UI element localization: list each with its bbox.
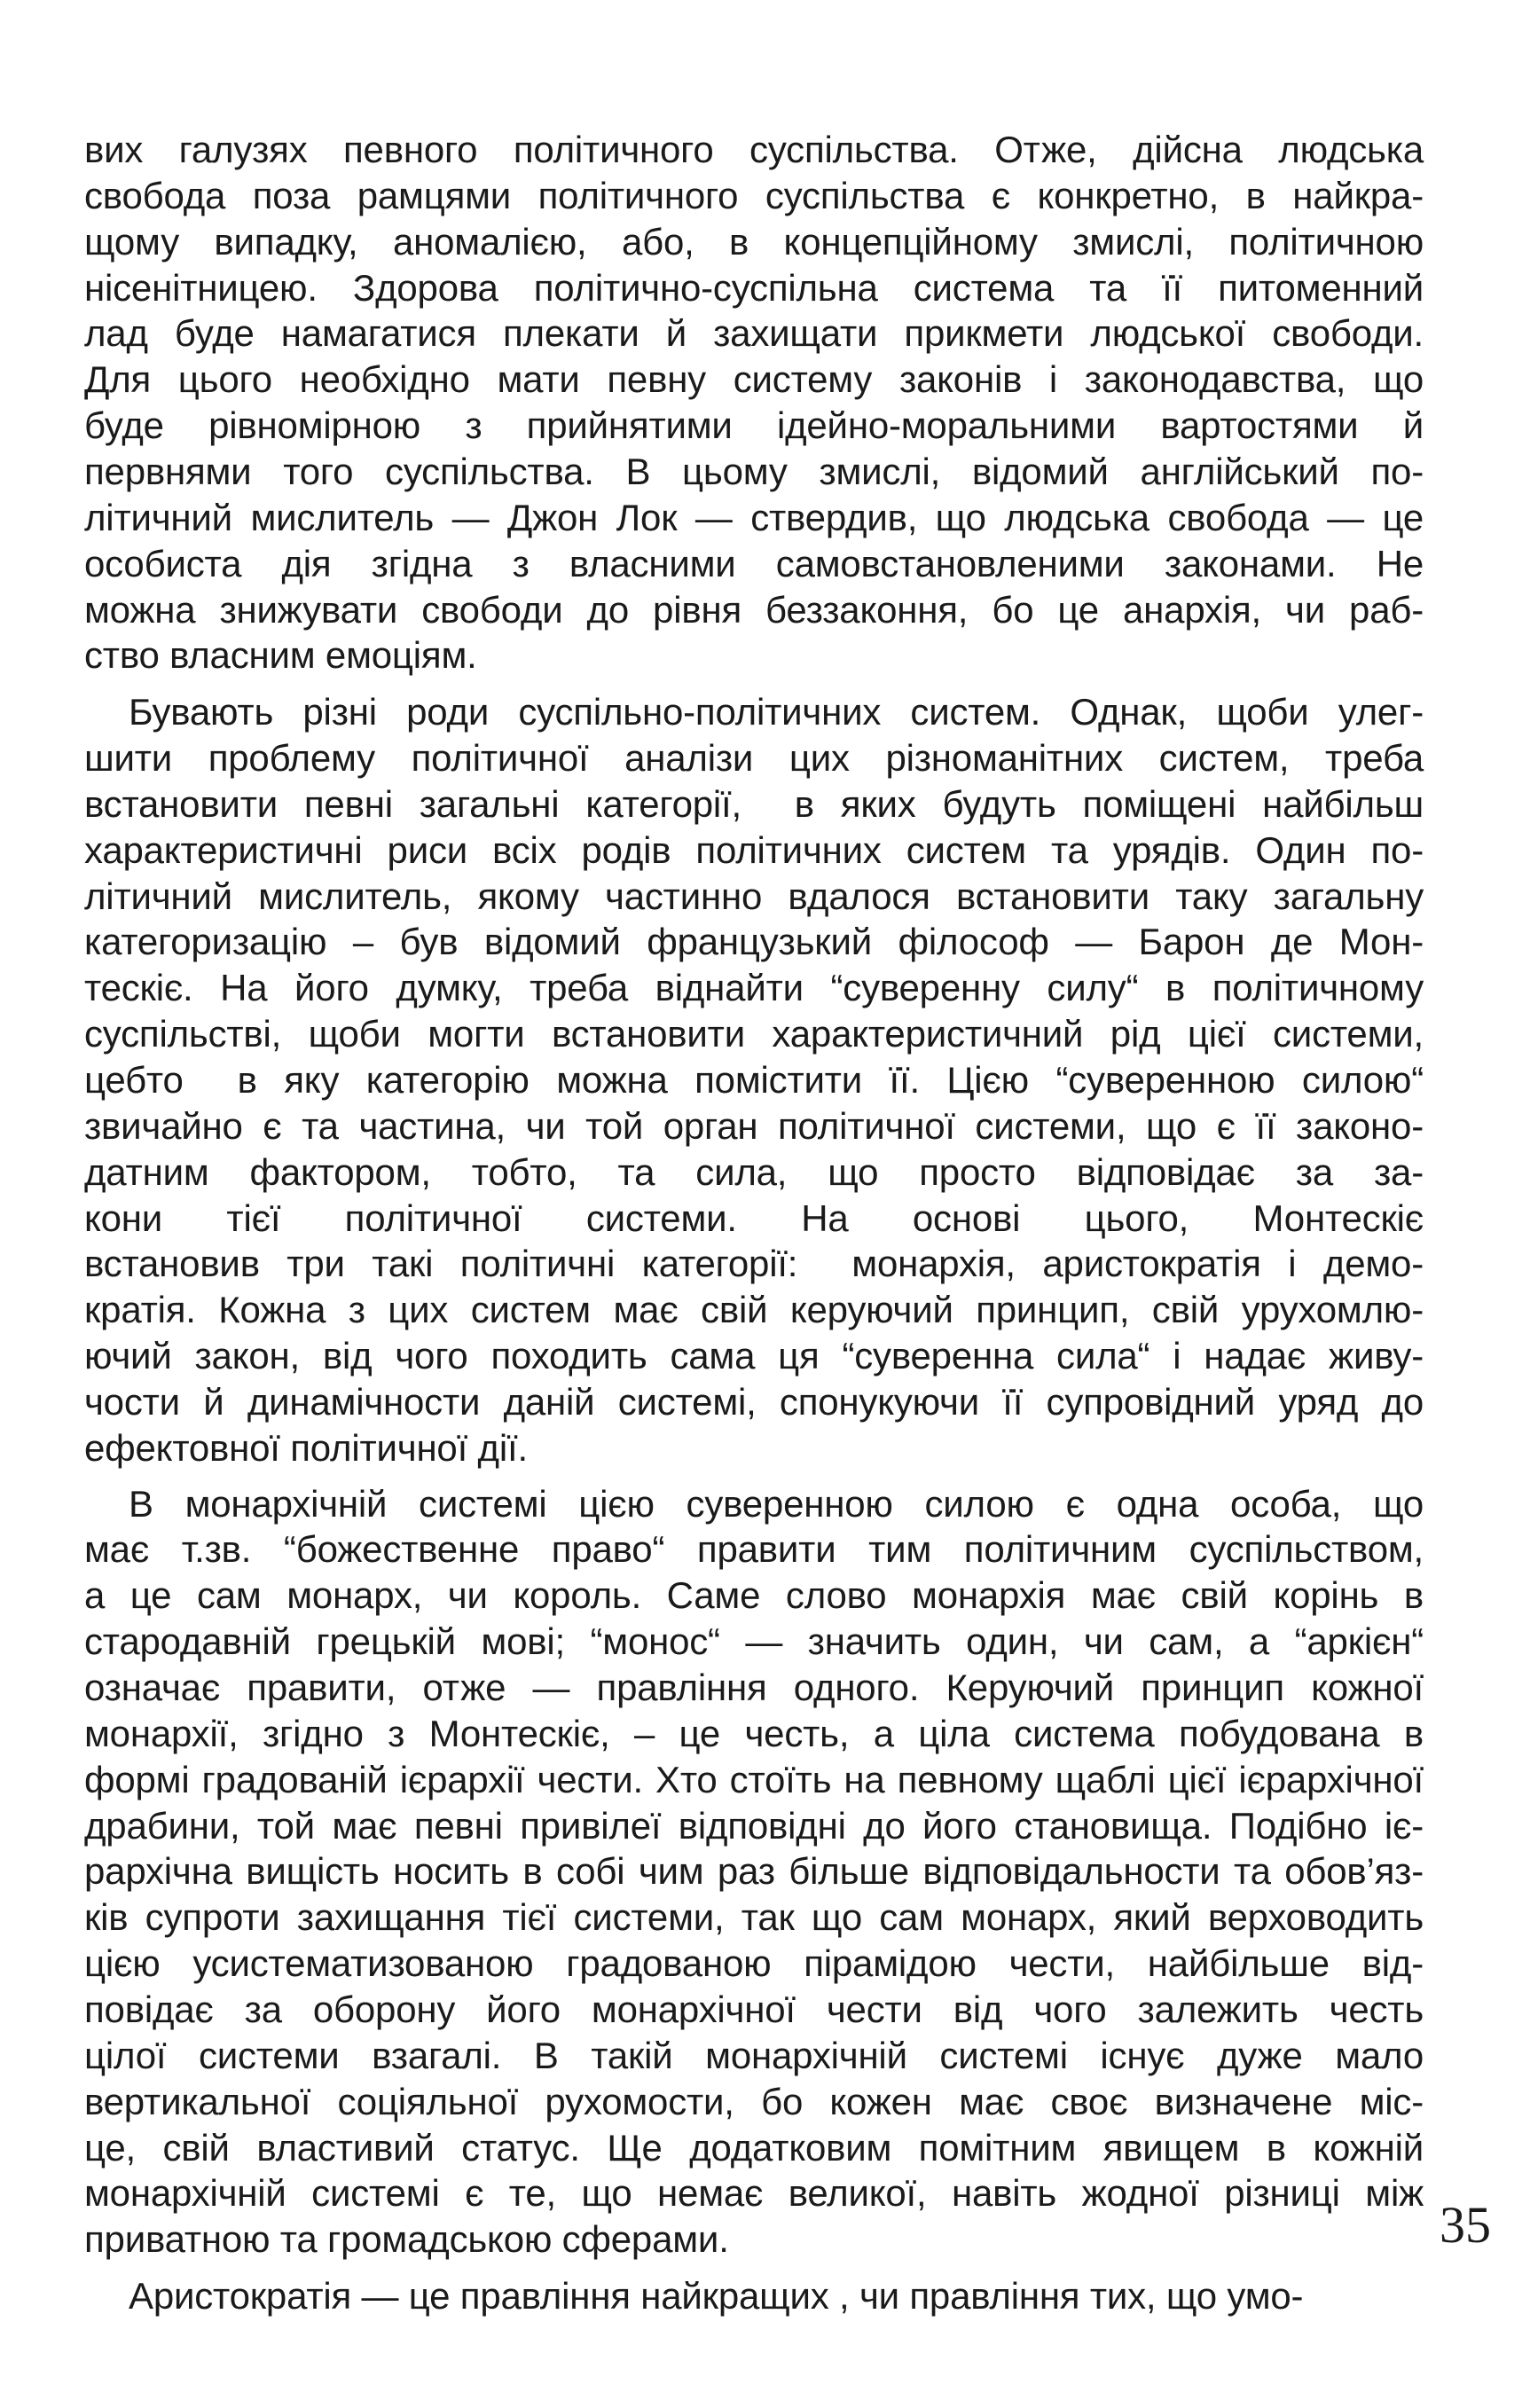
text-line: ство власним емоціям. [84, 634, 477, 677]
text-line: формі градованій ієрархії чести. Хто стоїть на певному щаблі цієї ієрархічної [84, 1758, 1424, 1800]
page-number: 35 [1440, 2196, 1491, 2254]
text-line: чости й динамічности даній системі, спонукуючи її супровідний уряд до [84, 1380, 1424, 1423]
text-line: монархічній системі є те, що немає великої, навіть жодної різниці між [84, 2172, 1424, 2215]
text-line: буде рівномірною з прийнятими ідейно-моральними вартостями й [84, 404, 1424, 447]
text-line: вертикальної соціяльної рухомости, бо кожен має своє визначене міс- [84, 2080, 1424, 2122]
text-line: Бувають різні роди суспільно-політичних систем. Однак, щоби улег- [129, 691, 1424, 733]
text-line: нісенітницею. Здорова політично-суспільна система та її питоменний [84, 266, 1424, 309]
text-line: Для цього необхідно мати певну систему законів і законодавства, що [84, 358, 1424, 401]
text-line: суспільстві, щоби могти встановити характеристичний рід цієї системи, [84, 1013, 1424, 1055]
text-line: тескіє. На його думку, треба віднайти “суверенну силу“ в політичному [84, 967, 1424, 1009]
text-line: цією усистематизованою градованою пірамідою чести, найбільше від- [84, 1942, 1424, 1985]
text-line: а це сам монарх, чи король. Саме слово монархія має свій корінь в [84, 1574, 1424, 1617]
text-line: В монархічній системі цією суверенною силою є одна особа, що [129, 1482, 1424, 1525]
text-line: встановити певні загальні категорії, в яких будуть поміщені найбільш [84, 782, 1424, 825]
text-line: цілої системи взагалі. В такій монархічній системі існує дуже мало [84, 2034, 1424, 2076]
text-line: лад буде намагатися плекати й захищати прикмети людської свободи. [84, 312, 1424, 355]
text-line: драбини, той має певні привілеї відповідні до його становища. Подібно іє- [84, 1804, 1424, 1847]
text-line: кратія. Кожна з цих систем має свій керуючий принцип, свій урухомлю- [84, 1289, 1424, 1331]
text-line: звичайно є та частина, чи той орган політичної системи, що є її законо- [84, 1104, 1424, 1147]
text-line: стародавній грецькій мові; “монос“ — значить один, чи сам, а “аркієн“ [84, 1620, 1424, 1663]
text-line: ючий закон, від чого походить сама ця “суверенна сила“ і надає живу- [84, 1335, 1424, 1377]
text-line: первнями того суспільства. В цьому змислі, відомий англійський по- [84, 451, 1424, 492]
text-line: цебто в яку категорію можна помістити її. Цією “суверенною силою“ [84, 1058, 1424, 1101]
text-line: приватною та громадською сферами. [84, 2218, 729, 2261]
text-line: літичний мислитель, якому частинно вдалося встановити таку загальну [84, 875, 1424, 917]
text-line: рархічна вищість носить в собі чим раз більше відповідальности та обов’яз- [84, 1850, 1424, 1893]
text-line: літичний мислитель — Джон Лок — ствердив, що людська свобода — це [84, 496, 1424, 538]
text-line: встановив три такі політичні категорії: монархія, аристократія і демо- [84, 1243, 1424, 1285]
text-line: шити проблему політичної аналізи цих різноманітних систем, треба [84, 736, 1424, 779]
text-line: ефектовної політичної дії. [84, 1426, 528, 1469]
text-line: вих галузях певного політичного суспільства. Отже, дійсна людська [84, 129, 1424, 170]
text-line: ків супроти захищання тієї системи, так що сам монарх, який верховодить [84, 1896, 1424, 1939]
text-line: має т.зв. “божественне право“ правити тим політичним суспільством, [84, 1528, 1424, 1571]
text-line: датним фактором, тобто, та сила, що просто відповідає за за- [84, 1150, 1424, 1193]
document-page [84, 0, 1530, 2408]
text-line: повідає за оборону його монархічної чести від чого залежить честь [84, 1988, 1424, 2031]
text-line: особиста дія згідна з власними самовстановленими законами. Не [84, 542, 1424, 584]
text-line: можна знижувати свободи до рівня беззаконня, бо це анархія, чи раб- [84, 588, 1424, 631]
text-line: означає правити, отже — правління одного. Керуючий принцип кожної [84, 1667, 1424, 1709]
text-line: монархії, згідно з Монтескіє, – це честь, а ціла система побудована в [84, 1712, 1424, 1754]
text-line: категоризацію – був відомий французький філософ — Барон де Мон- [84, 921, 1424, 963]
text-line: кони тієї політичної системи. На основі цього, Монтескіє [84, 1196, 1424, 1239]
text-line: щому випадку, аномалією, або, в концепційному змислі, політичною [84, 220, 1424, 263]
text-line: це, свій властивий статус. Ще додатковим помітним явищем в кожній [84, 2126, 1424, 2169]
text-line: свобода поза рамцями політичного суспільства є конкретно, в найкра- [84, 174, 1424, 216]
text-line: характеристичні риси всіх родів політичних систем та урядів. Один по- [84, 828, 1424, 871]
text-line: Аристократія — це правління найкращих , чи правління тих, що умо- [129, 2275, 1304, 2317]
